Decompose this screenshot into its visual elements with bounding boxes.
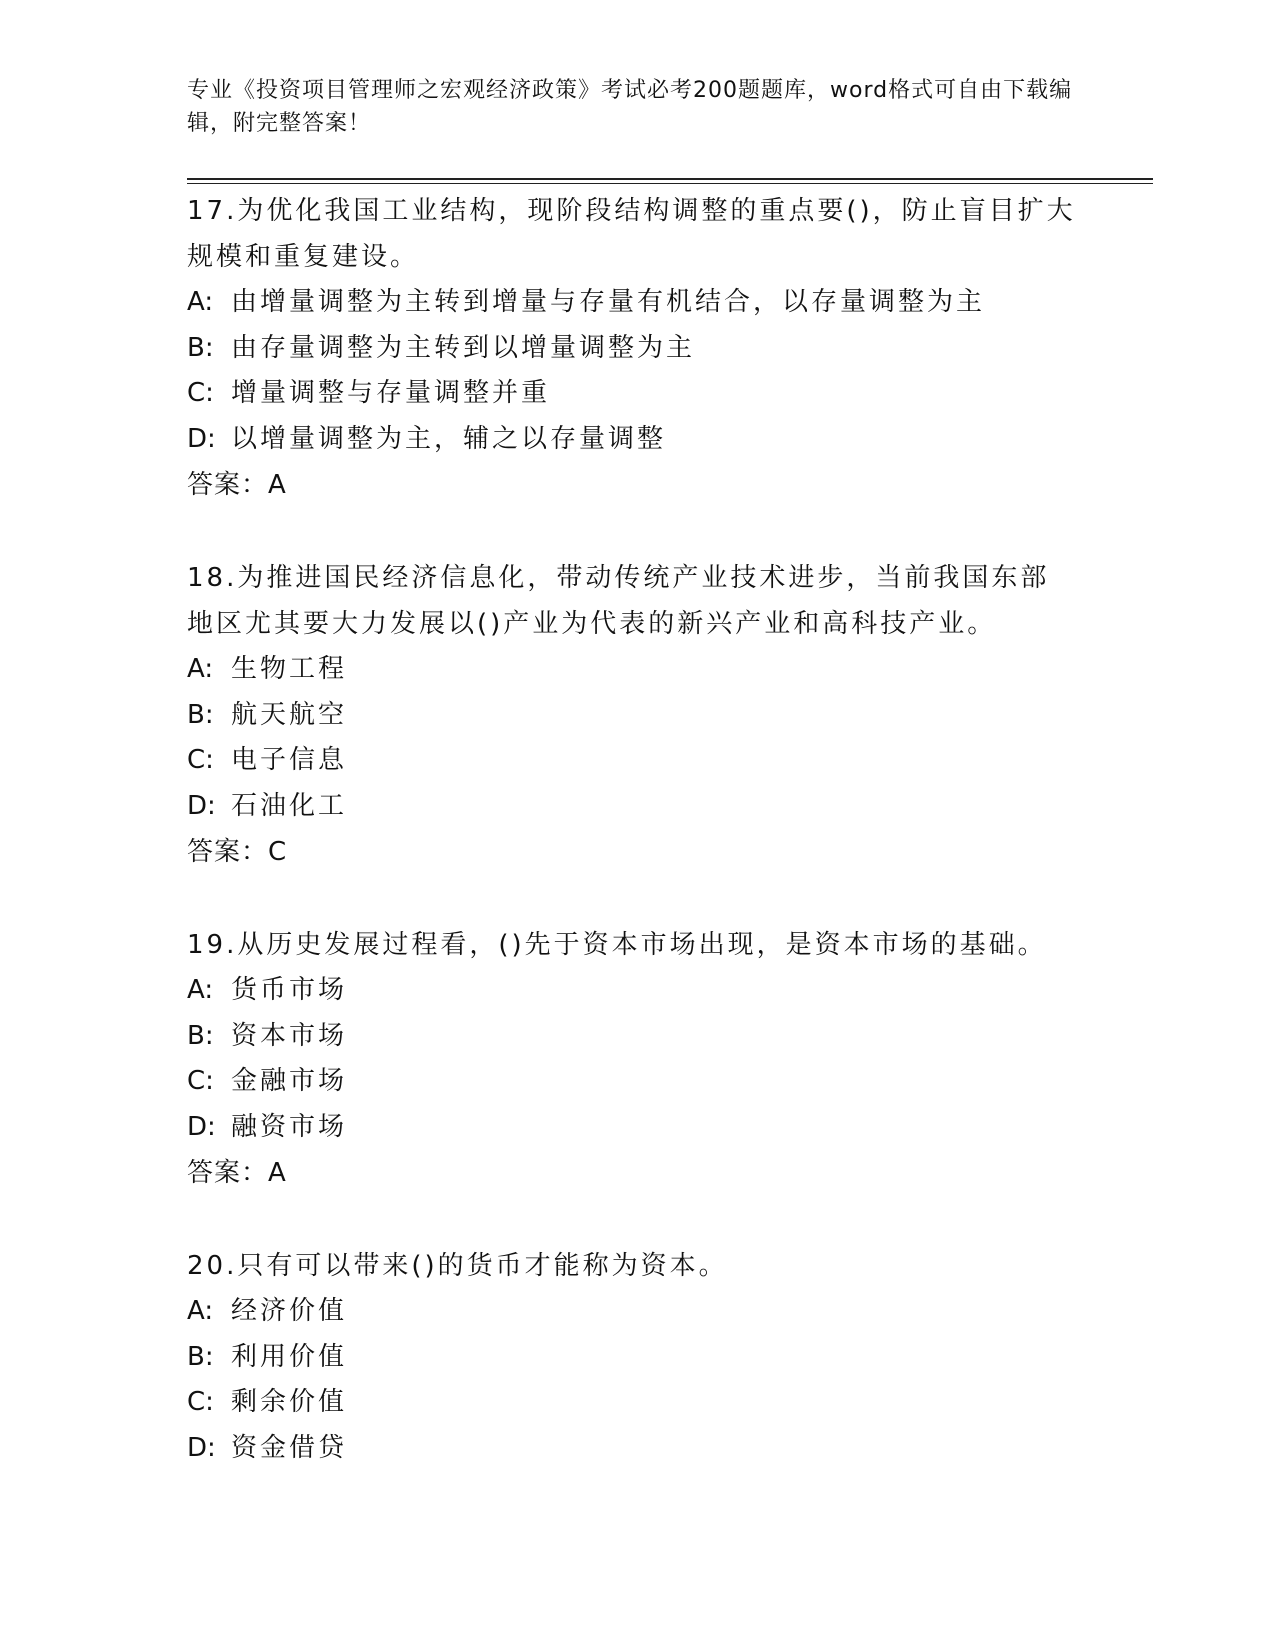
option-b: [187, 1014, 1147, 1060]
header-divider-thin: [187, 183, 1153, 184]
option-text: 增量调整与存量调整并重: [231, 378, 551, 408]
option-c: [187, 1059, 1147, 1105]
option-b: [187, 1335, 1147, 1381]
option-c: [187, 371, 1147, 417]
option-text: 石油化工: [231, 790, 348, 821]
option-text: 以增量调整为主，辅之以存量调整: [231, 423, 667, 454]
question-list: [187, 188, 1147, 1518]
option-letter: B:: [187, 699, 214, 730]
option-letter: C:: [187, 378, 214, 408]
answer-line: 答案：C: [187, 837, 288, 867]
option-text: 电子信息: [231, 745, 348, 775]
option-text: 利用价值: [231, 1341, 348, 1372]
option-letter: B:: [187, 1020, 214, 1051]
document-header: 专业《投资项目管理师之宏观经济政策》考试必考200题题库，word格式可自由下载编辑，附完整答案！: [187, 78, 1073, 136]
option-letter: A:: [187, 975, 214, 1005]
question-stem: 19.从历史发展过程看，()先于资本市场出现，是资本市场的基础。: [187, 930, 1047, 960]
question-stem: 18.为推进国民经济信息化，带动传统产业技术进步，当前我国东部地区尤其要大力发展以()产业为代表的新兴产业和高科技产业。: [187, 563, 1050, 639]
option-text: 融资市场: [231, 1111, 348, 1142]
option-d: [187, 417, 1147, 463]
option-d: [187, 1426, 1147, 1472]
option-letter: C:: [187, 1387, 214, 1417]
question-19: [187, 922, 1147, 1196]
option-letter: D:: [187, 790, 216, 821]
option-letter: A:: [187, 287, 214, 317]
option-letter: A:: [187, 654, 214, 684]
question-20: [187, 1243, 1147, 1471]
option-b: [187, 326, 1147, 372]
option-text: 由增量调整为主转到增量与存量有机结合，以存量调整为主: [231, 287, 986, 317]
option-letter: C:: [187, 745, 214, 775]
option-a: [187, 647, 1147, 693]
option-letter: B:: [187, 1341, 214, 1372]
option-a: [187, 1289, 1147, 1335]
answer-line: 答案：A: [187, 1158, 287, 1188]
option-a: [187, 280, 1147, 326]
option-letter: D:: [187, 1432, 216, 1463]
option-text: 剩余价值: [231, 1387, 348, 1417]
option-a: [187, 968, 1147, 1014]
question-stem: 20.只有可以带来()的货币才能称为资本。: [187, 1251, 728, 1281]
option-text: 经济价值: [231, 1296, 348, 1326]
option-b: [187, 693, 1147, 739]
option-d: [187, 784, 1147, 830]
option-text: 由存量调整为主转到以增量调整为主: [231, 332, 696, 363]
option-text: 货币市场: [231, 975, 348, 1005]
option-text: 航天航空: [231, 699, 348, 730]
option-d: [187, 1105, 1147, 1151]
answer-line: 答案：A: [187, 470, 287, 500]
question-18: [187, 555, 1147, 875]
option-c: [187, 738, 1147, 784]
option-text: 资金借贷: [231, 1432, 348, 1463]
option-c: [187, 1380, 1147, 1426]
option-text: 金融市场: [231, 1066, 348, 1096]
option-letter: B:: [187, 332, 214, 363]
option-letter: D:: [187, 423, 216, 454]
question-17: [187, 188, 1147, 508]
option-letter: D:: [187, 1111, 216, 1142]
option-text: 生物工程: [231, 654, 348, 684]
header-divider-thick: [187, 178, 1153, 180]
option-text: 资本市场: [231, 1020, 348, 1051]
option-letter: A:: [187, 1296, 214, 1326]
question-stem: 17.为优化我国工业结构，现阶段结构调整的重点要()，防止盲目扩大规模和重复建设。: [187, 196, 1076, 272]
option-letter: C:: [187, 1066, 214, 1096]
